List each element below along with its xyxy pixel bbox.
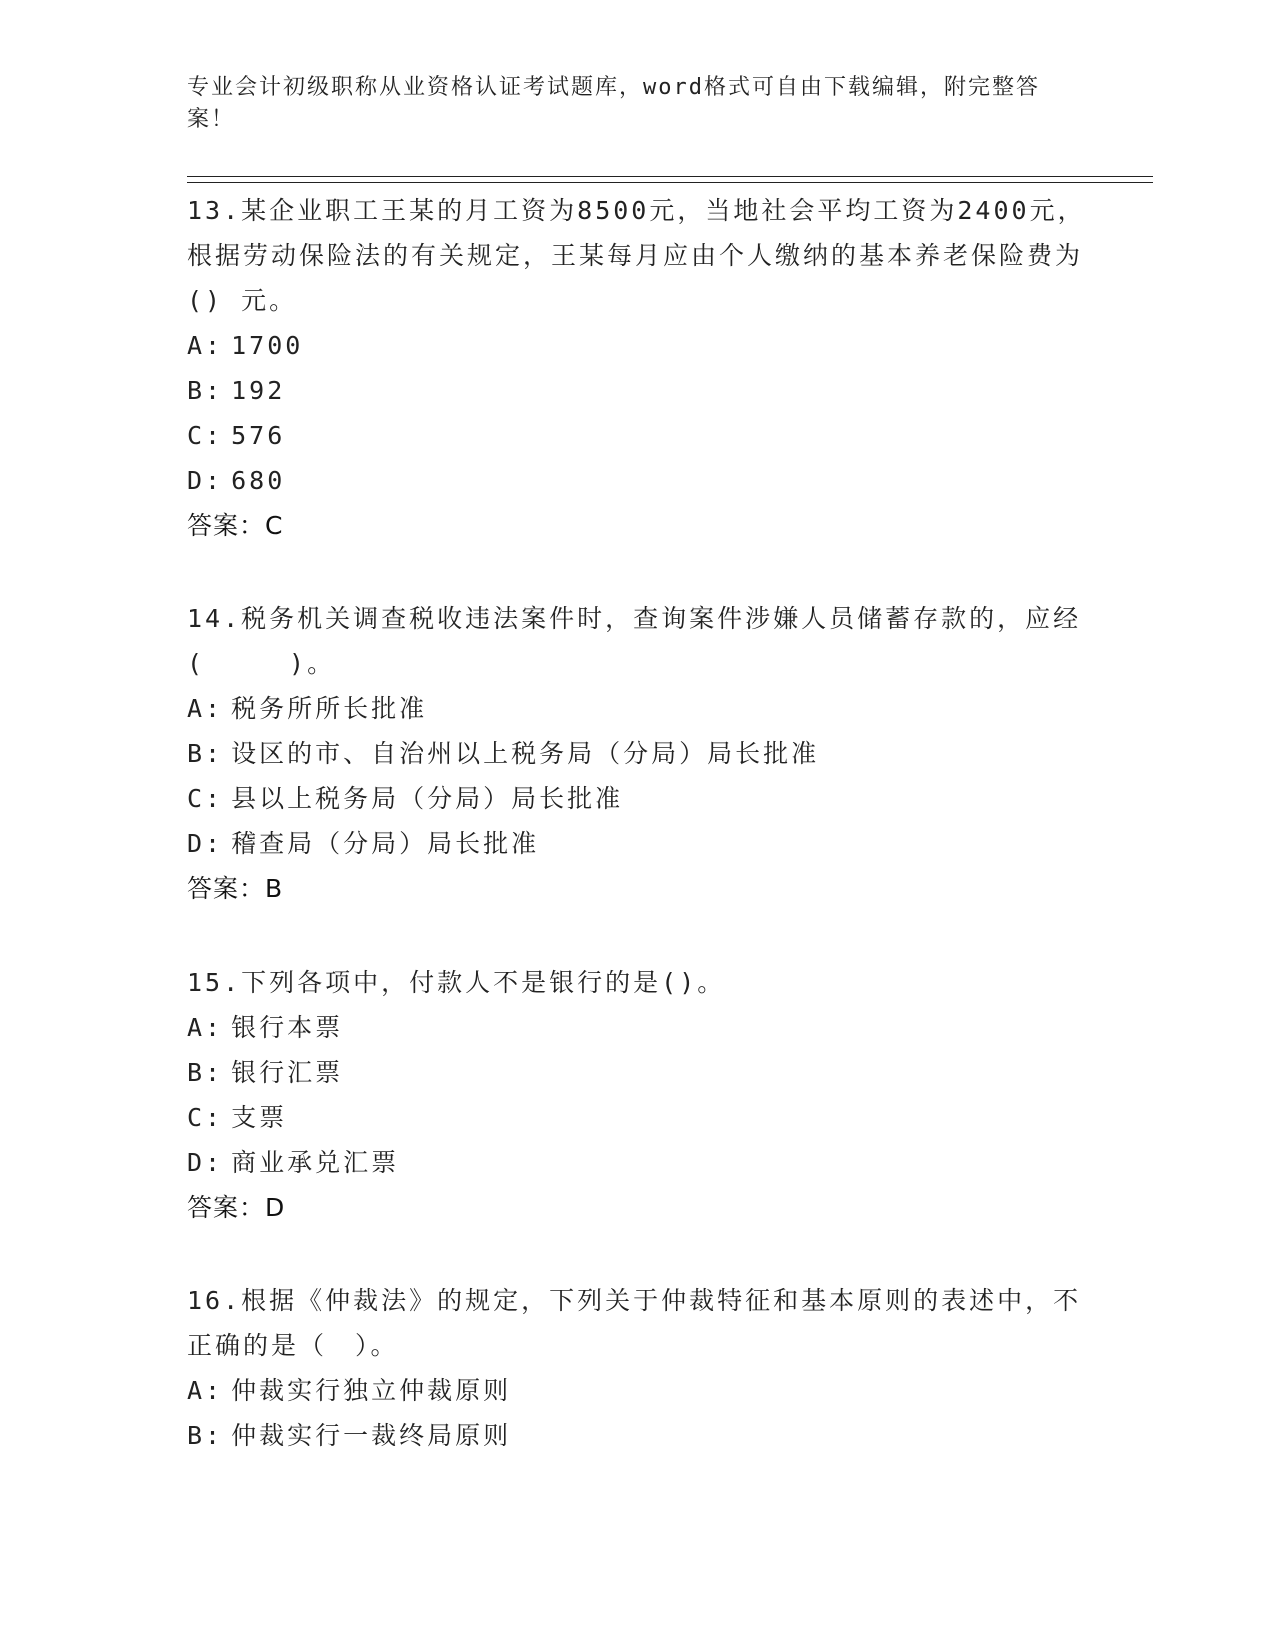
option-text: 680 (231, 466, 286, 495)
header-divider-second (187, 182, 1153, 183)
answer-line: 答案：B (187, 874, 284, 903)
option-letter: C: (187, 784, 224, 813)
question-text: 14.税务机关调查税收违法案件时，查询案件涉嫌人员储蓄存款的，应经( )。 (187, 604, 1082, 678)
option-letter: B: (187, 1421, 224, 1450)
option-c (187, 413, 1087, 458)
option-text: 税务所所长批准 (231, 694, 428, 723)
option-a (187, 1368, 1087, 1413)
option-text: 银行本票 (231, 1013, 344, 1042)
option-text: 银行汇票 (231, 1058, 344, 1087)
answer-line: 答案：C (187, 511, 284, 540)
header-divider (187, 176, 1153, 177)
option-text: 192 (231, 376, 286, 405)
question-text: 15.下列各项中，付款人不是银行的是()。 (187, 968, 726, 997)
option-letter: D: (187, 1148, 224, 1177)
option-b (187, 731, 1087, 776)
option-letter: D: (187, 829, 224, 858)
option-a (187, 323, 1087, 368)
option-text: 设区的市、自治州以上税务局（分局）局长批准 (231, 739, 820, 768)
option-text: 商业承兑汇票 (231, 1148, 400, 1177)
option-letter: B: (187, 1058, 224, 1087)
question-15 (187, 960, 1087, 1230)
document-header: 专业会计初级职称从业资格认证考试题库，word格式可自由下载编辑，附完整答案！ (187, 75, 1040, 132)
option-text: 仲裁实行一裁终局原则 (231, 1421, 512, 1450)
option-d (187, 821, 1087, 866)
option-c (187, 776, 1087, 821)
option-d (187, 458, 1087, 503)
option-text: 县以上税务局（分局）局长批准 (231, 784, 624, 813)
option-text: 1700 (231, 331, 304, 360)
option-b (187, 1050, 1087, 1095)
option-b (187, 1413, 1087, 1458)
question-text: 16.根据《仲裁法》的规定，下列关于仲裁特征和基本原则的表述中，不正确的是（ ）。 (187, 1286, 1082, 1360)
option-text: 仲裁实行独立仲裁原则 (231, 1376, 512, 1405)
option-letter: A: (187, 1013, 224, 1042)
answer-line: 答案：D (187, 1193, 286, 1222)
question-text: 13.某企业职工王某的月工资为8500元，当地社会平均工资为2400元，根据劳动保险法的有关规定，王某每月应由个人缴纳的基本养老保险费为() 元。 (187, 196, 1086, 315)
option-c (187, 1095, 1087, 1140)
option-letter: A: (187, 1376, 224, 1405)
option-letter: C: (187, 421, 224, 450)
question-16 (187, 1278, 1087, 1458)
option-letter: A: (187, 694, 224, 723)
option-a (187, 686, 1087, 731)
option-d (187, 1140, 1087, 1185)
option-a (187, 1005, 1087, 1050)
option-letter: B: (187, 739, 224, 768)
option-letter: B: (187, 376, 224, 405)
option-text: 支票 (231, 1103, 288, 1132)
question-13 (187, 188, 1087, 548)
option-text: 576 (231, 421, 286, 450)
option-letter: A: (187, 331, 224, 360)
option-b (187, 368, 1087, 413)
option-letter: C: (187, 1103, 224, 1132)
question-14 (187, 596, 1087, 911)
option-letter: D: (187, 466, 224, 495)
option-text: 稽查局（分局）局长批准 (231, 829, 540, 858)
